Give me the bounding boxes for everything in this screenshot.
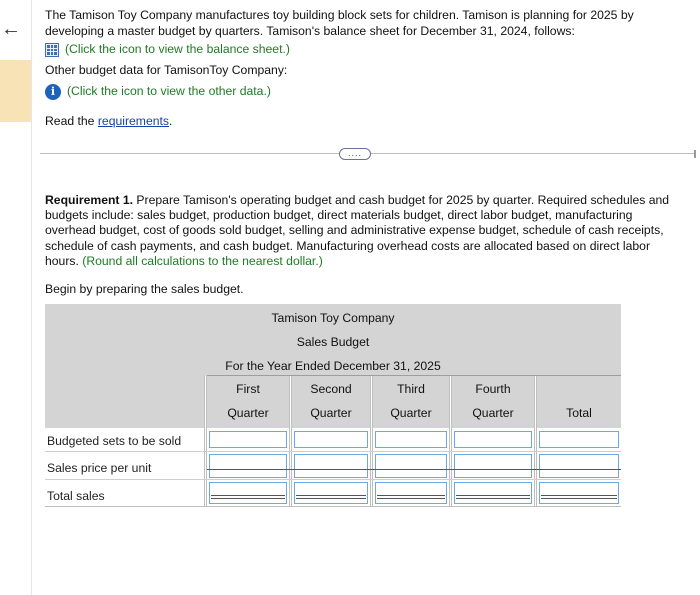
requirement-label: Requirement 1. [45, 193, 134, 207]
col-fourth-quarter [452, 376, 534, 428]
requirements-link[interactable]: requirements [97, 113, 169, 128]
budgeted-sets-q3-input[interactable] [375, 431, 447, 448]
total-sales-q1-input[interactable] [209, 482, 287, 504]
col-header-line1: Second [310, 382, 352, 396]
double-underline [377, 495, 445, 499]
row-divider [45, 479, 621, 480]
requirement-paragraph [45, 193, 685, 269]
double-underline [456, 495, 530, 499]
budget-period: For the Year Ended December 31, 2025 [225, 359, 441, 373]
balance-sheet-line [45, 41, 685, 59]
expand-more-button[interactable]: .... [339, 148, 371, 160]
info-icon[interactable]: i [45, 84, 61, 100]
rounding-note: (Round all calculations to the nearest dollar.) [78, 253, 323, 268]
double-underline [211, 495, 285, 499]
column-separator [534, 376, 537, 507]
read-suffix: . [169, 113, 173, 128]
column-separator [204, 376, 207, 507]
col-header-line2: Quarter [390, 406, 432, 420]
sales-price-q1-input[interactable] [209, 454, 287, 478]
other-data-heading: Other budget data for TamisonToy Company: [45, 63, 288, 77]
total-sales-q2-input[interactable] [294, 482, 368, 504]
total-sales-q4-input[interactable] [454, 482, 532, 504]
col-header-line1: First [236, 382, 260, 396]
budgeted-sets-q1-input[interactable] [209, 431, 287, 448]
read-prefix: Read the [45, 113, 98, 128]
intro-section [45, 8, 685, 129]
begin-instruction: Begin by preparing the sales budget. [45, 282, 244, 296]
double-underline [296, 495, 366, 499]
col-third-quarter [373, 376, 449, 428]
col-header-line2: Quarter [310, 406, 352, 420]
col-header-line2: Total [566, 406, 592, 420]
sales-price-q4-input[interactable] [454, 454, 532, 478]
budgeted-sets-total-input[interactable] [539, 431, 619, 448]
budgeted-sets-q2-input[interactable] [294, 431, 368, 448]
intro-paragraph: The Tamison Toy Company manufactures toy building block sets for children. Tamison is planning for 2025 by developing a master budget by quarters. Tamison's balance sheet for December 31, 2024, follows: [45, 8, 634, 38]
sales-budget-table [45, 304, 621, 507]
sales-price-total-input[interactable] [539, 454, 619, 478]
rail-highlight [0, 60, 31, 122]
row-label-sales-price: Sales price per unit [47, 461, 152, 475]
col-second-quarter [292, 376, 370, 428]
row-divider [45, 451, 621, 452]
other-data-line [45, 83, 685, 101]
col-header-line1: Fourth [475, 382, 511, 396]
back-arrow-icon[interactable]: ← [1, 18, 21, 40]
col-total [537, 376, 621, 428]
spreadsheet-icon[interactable] [45, 43, 59, 57]
company-name: Tamison Toy Company [271, 311, 395, 325]
sales-price-q3-input[interactable] [375, 454, 447, 478]
budget-title: Sales Budget [296, 335, 370, 349]
double-underline [541, 495, 617, 499]
col-header-line2: Quarter [227, 406, 269, 420]
requirement-text: Prepare Tamison's operating budget and cash budget for 2025 by quarter. Required schedules and budgets include: sales budget, production budget, direct materials budget, direct labor budget, manufacturing overhead budget, cost of goods sold budget, selling and administrative expense budget, schedule of cash receipts, schedule of cash payments, and cash budget. Manufacturing overhead costs are allocated based on direct labor hours. [45, 193, 670, 268]
table-bottom-rule [45, 506, 621, 507]
column-separator [449, 376, 452, 507]
divider-end [688, 150, 696, 158]
row-label-budgeted-sets: Budgeted sets to be sold [47, 434, 182, 448]
subtotal-rule [207, 469, 621, 470]
total-sales-q3-input[interactable] [375, 482, 447, 504]
total-sales-total-input[interactable] [539, 482, 619, 504]
other-data-link[interactable]: (Click the icon to view the other data.) [67, 83, 271, 98]
col-header-line1: Third [397, 382, 425, 396]
sales-price-q2-input[interactable] [294, 454, 368, 478]
column-separator [370, 376, 373, 507]
row-label-total-sales: Total sales [47, 489, 105, 503]
budgeted-sets-q4-input[interactable] [454, 431, 532, 448]
read-requirements-line [45, 114, 685, 130]
col-first-quarter [207, 376, 289, 428]
balance-sheet-link[interactable]: (Click the icon to view the balance sheet.) [65, 42, 290, 57]
column-separator [289, 376, 292, 507]
col-header-line2: Quarter [472, 406, 514, 420]
